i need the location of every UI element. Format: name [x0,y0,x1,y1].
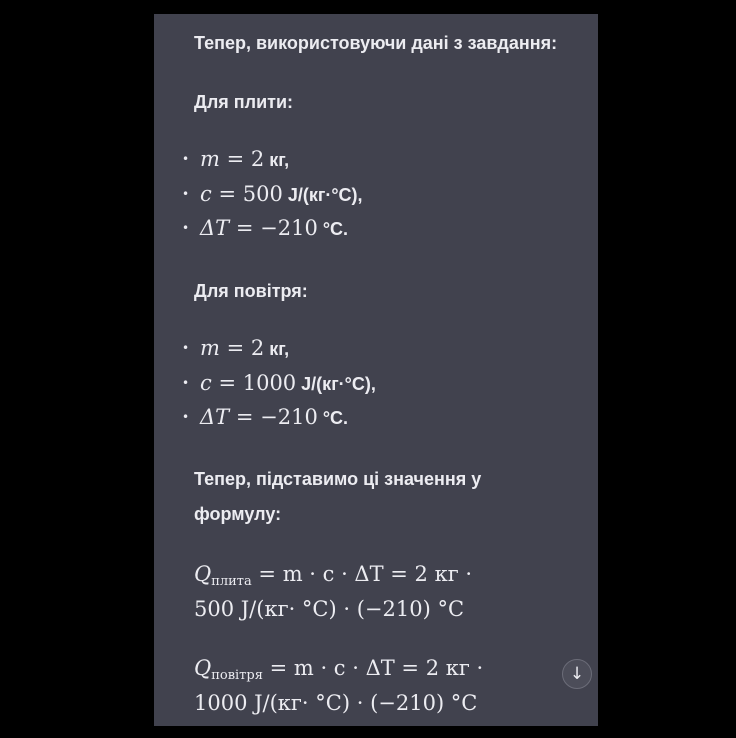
formula-air-line1: $Q_{повітря} = m \cdot c \cdot \Delta T = 2$ кг · [194,656,484,683]
chat-message-panel: Тепер, використовуючи дані з завдання: Для плити: • m = 2 кг, • c = 500 J/(кг·°C), • ΔT = −210 °C. Для повітря: • m = 2 кг, • c = 1000 J/(кг·°C), • ΔT = −210 °C. Тепер, підставимо ці значення у формулу: $Q_{плита} = m \cdot c \cdot \Delta T = 2$ кг · 500 J/(кг· °C) · (−210) °C $Q_{повітря} = m \cdot c \cdot \Delta T = 2$ кг · 1000 J/(кг· °C) · (−210) °C ↓ [154,14,598,726]
formula-air-line2: 1000 J/(кг· °C) · (−210) °C [194,691,478,715]
substitute-text-line2: формулу: [194,504,282,524]
formula-plate-line1: $Q_{плита} = m \cdot c \cdot \Delta T = 2$ кг · [194,562,473,589]
bullet-icon: • [182,376,190,390]
scroll-down-button[interactable] [562,659,592,689]
substitute-text-line1: Тепер, підставимо ці значення у [194,469,482,489]
arrow-down-icon: ↓ [569,664,585,684]
formula-plate-line2: 500 J/(кг· °C) · (−210) °C [194,597,465,621]
bullet-icon: • [182,187,190,201]
bullet-icon: • [182,221,190,235]
bullet-icon: • [182,410,190,424]
plate-heading: Для плити: [194,92,294,112]
bullet-icon: • [182,152,190,166]
air-heading: Для повітря: [194,281,308,301]
bullet-icon: • [182,341,190,355]
intro-text: Тепер, використовуючи дані з завдання: [194,33,558,53]
